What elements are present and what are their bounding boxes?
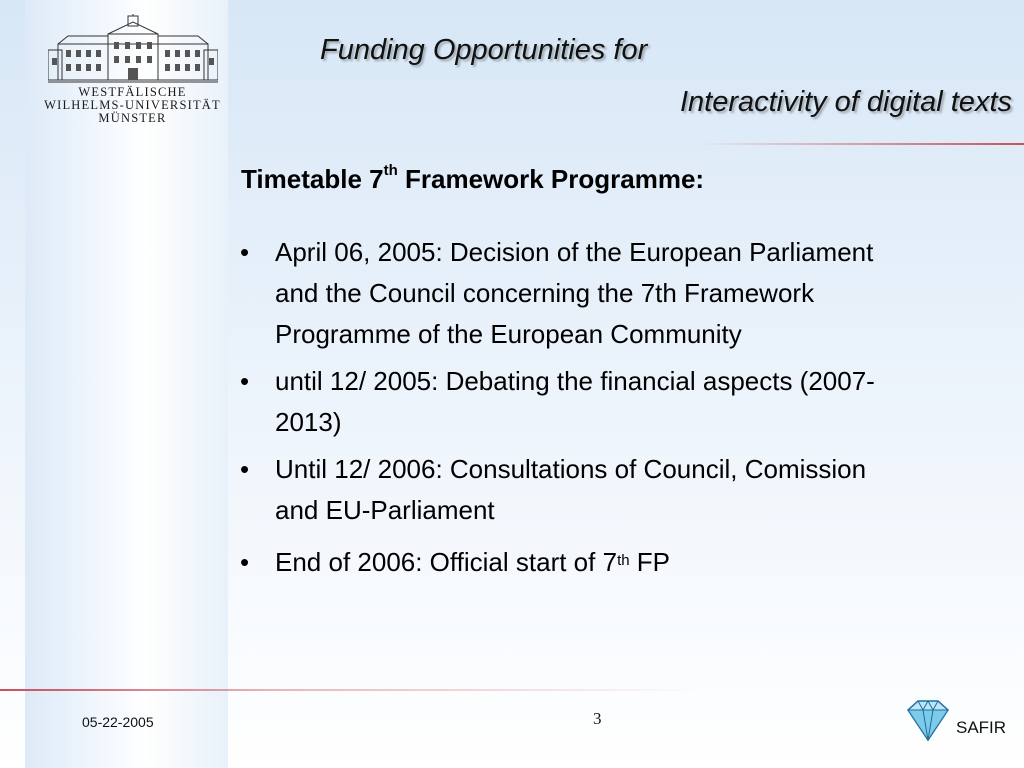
section-heading <box>241 164 704 195</box>
bullet-list <box>240 232 890 583</box>
heading-superscript: th <box>383 162 398 179</box>
bullet-text: until 12/ 2005: Debating the financial aspects (2007-2013) <box>275 366 875 437</box>
bullet-item <box>240 232 890 355</box>
heading-prefix: Timetable 7 <box>241 164 384 194</box>
slide-title-line1: Funding Opportunities for <box>320 34 648 66</box>
safir-brand-text: SAFIR <box>956 718 1007 737</box>
slide-title-line2: Interactivity of digital texts <box>679 86 1012 118</box>
bullet-text-prefix: End of 2006: Official start of 7 <box>275 547 618 577</box>
bullet-item <box>240 449 890 531</box>
bullet-item <box>240 542 890 583</box>
bullet-dot: • <box>240 454 250 484</box>
university-building-icon <box>48 14 218 86</box>
bullet-text: Until 12/ 2006: Consultations of Council, Comission and EU-Parliament <box>275 454 867 525</box>
bullet-text-suffix: FP <box>629 547 671 577</box>
university-logo <box>40 14 225 126</box>
logo-text-line1: WESTFÄLISCHE <box>78 85 187 99</box>
bullet-dot: • <box>240 366 250 396</box>
page-number: 3 <box>593 709 602 728</box>
bullet-dot: • <box>240 547 250 577</box>
logo-text-line2: WILHELMS-UNIVERSITÄT <box>44 98 221 112</box>
bullet-dot: • <box>240 237 250 267</box>
logo-text-line3: MÜNSTER <box>98 111 167 125</box>
heading-suffix: Framework Programme: <box>397 164 705 194</box>
footer-divider <box>0 689 700 691</box>
bullet-text: April 06, 2005: Decision of the European Parliament and the Council concerning the 7th Framework Programme of the European Community <box>275 237 874 349</box>
title-divider <box>700 143 1024 145</box>
diamond-icon <box>902 698 954 744</box>
safir-logo <box>902 696 1017 748</box>
footer-date: 05-22-2005 <box>82 714 154 730</box>
bullet-item <box>240 361 890 443</box>
bullet-superscript: th <box>617 552 630 569</box>
